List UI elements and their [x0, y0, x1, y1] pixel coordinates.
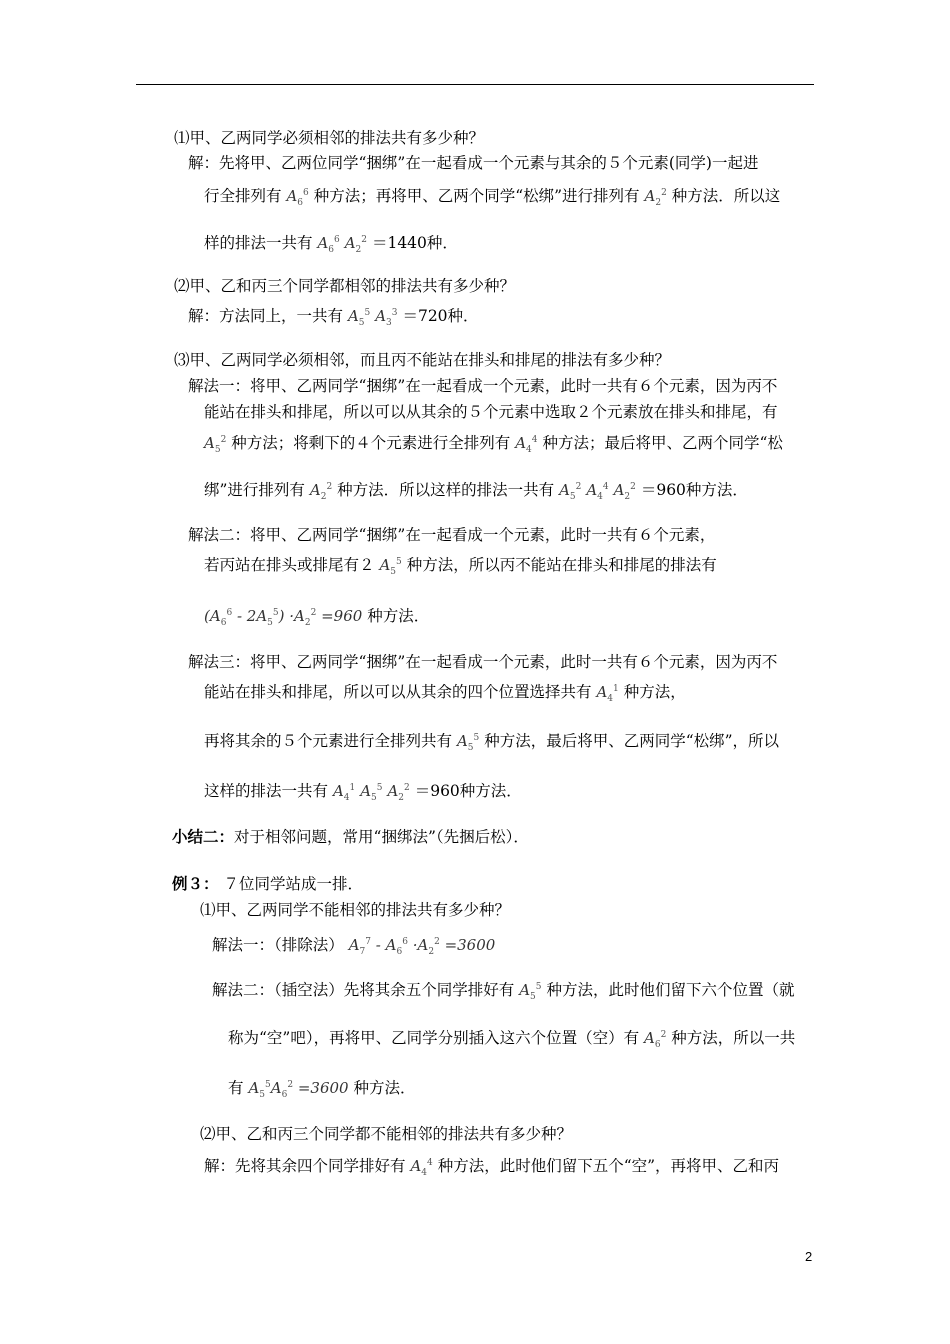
text: 解：先将其余四个同学排好有	[204, 1157, 406, 1175]
formula-a33: $A_3^3$	[375, 307, 398, 328]
text: 种方法，此时他们留下五个“空”，再将甲、乙和丙	[437, 1157, 780, 1175]
formula-a22: $A_2^2$	[613, 481, 636, 502]
formula-a22: $A_2^2$	[387, 782, 410, 803]
text: 种方法；最后将甲、乙两个同学“松	[542, 434, 783, 452]
formula-a55: $A_5^5$	[360, 782, 383, 803]
text: 种方法；将剩下的４个元素进行全排列有	[231, 434, 511, 452]
formula-a66: $A_6^6$	[317, 234, 340, 255]
example-label: 例３：	[172, 874, 219, 893]
question-3: ⑶甲、乙两同学必须相邻，而且丙不能站在排头和排尾的排法有多少种？	[174, 351, 671, 369]
example-3-title	[172, 874, 363, 894]
text: 种方法．	[367, 607, 430, 625]
formula-a44: $A_4^4$	[586, 481, 609, 502]
ex3-method-2-line-1	[212, 977, 794, 1007]
formula-a66: $A_6^6$	[286, 187, 309, 208]
formula-a55: $A_5^5$	[519, 981, 542, 1002]
formula-a52: $A_5^2$	[559, 481, 582, 502]
text: 种方法，最后将甲、乙两同学“松绑”，所以	[484, 732, 780, 750]
page-number: 2	[805, 1249, 813, 1264]
formula-a41: $A_4^1$	[332, 782, 356, 803]
ex3-method-2-line-2	[228, 1025, 795, 1055]
formula-a22: $A_2^2$	[644, 187, 667, 208]
method-1-line-1: 解法一：将甲、乙两同学“捆绑”在一起看成一个元素，此时一共有６个元素，因为丙不	[188, 377, 778, 395]
method-3-line-2	[204, 679, 686, 709]
text: 种方法，	[623, 683, 686, 701]
solution-1-line-3	[204, 230, 458, 260]
method-2-line-2	[204, 552, 717, 582]
text: 对于相邻问题，常用“捆绑法”（先捆后松）．	[234, 828, 529, 846]
text: 解法一：（排除法）	[212, 936, 344, 954]
method-3-line-4	[204, 778, 522, 808]
text: ７位同学站成一排．	[223, 875, 363, 893]
text: 解法二：（插空法）先将其余五个同学排好有	[212, 981, 515, 999]
text: 有	[228, 1079, 244, 1097]
method-1-line-2: 能站在排头和排尾，所以可以从其余的５个元素中选取２个元素放在排头和排尾，有	[204, 403, 778, 421]
text: 种方法．所以这	[671, 187, 781, 205]
formula-a55: $A_5^5$	[379, 556, 402, 577]
method-2-line-3	[204, 603, 429, 633]
formula-a52: $A_5^2$	[204, 434, 227, 455]
ex3-q2-solution	[204, 1153, 779, 1183]
method-3-line-3	[204, 728, 779, 758]
formula-a41: $A_4^1$	[596, 683, 619, 704]
text: 种方法，所以丙不能站在排头和排尾的排法有	[406, 556, 717, 574]
formula-a55-a62: $A_5^5A_6^2 =3600$	[248, 1079, 349, 1100]
ex3-method-2-line-3	[228, 1075, 416, 1105]
ex3-method-1	[212, 932, 495, 962]
summary-label: 小结二：	[172, 827, 235, 846]
text: ＝960种方法．	[640, 481, 748, 499]
formula-a44: $A_4^4$	[410, 1157, 433, 1178]
formula-a55: $A_5^5$	[456, 732, 480, 753]
text: 行全排列有	[204, 187, 282, 205]
formula-a55: $A_5^5$	[347, 307, 371, 328]
text: 称为“空”吧），再将甲、乙同学分别插入这六个位置（空）有	[228, 1029, 640, 1047]
solution-2	[188, 303, 479, 333]
text: ＝720种．	[402, 307, 479, 325]
text: 这样的排法一共有	[204, 782, 329, 800]
text: 种方法．	[353, 1079, 416, 1097]
solution-1-line-2	[204, 183, 780, 213]
text: 种方法，所以一共	[671, 1029, 796, 1047]
text: ＝1440种．	[371, 234, 458, 252]
example-3-question-2: ⑵甲、乙和丙三个同学都不能相邻的排法共有多少种？	[200, 1125, 573, 1143]
question-2: ⑵甲、乙和丙三个同学都相邻的排法共有多少种？	[174, 277, 516, 295]
text: ＝960种方法．	[414, 782, 522, 800]
formula-a44: $A_4^4$	[515, 434, 538, 455]
formula-a22: $A_2^2$	[309, 481, 333, 502]
header-rule	[136, 84, 814, 85]
method-2-line-1: 解法二：将甲、乙两同学“捆绑”在一起看成一个元素，此时一共有６个元素，	[188, 526, 716, 544]
text: 若丙站在排头或排尾有２	[204, 556, 375, 574]
example-3-question-1: ⑴甲、乙两同学不能相邻的排法共有多少种？	[200, 901, 511, 919]
formula-exclusion: $A_7^7 - A_6^6 \cdot A_2^2 =3600$	[348, 936, 496, 957]
text: 能站在排头和排尾，所以可以从其余的四个位置选择共有	[204, 683, 592, 701]
text: 种方法；再将甲、乙两个同学“松绑”进行排列有	[313, 187, 640, 205]
summary-2	[172, 827, 529, 847]
formula-a22: $A_2^2$	[344, 234, 368, 255]
question-1: ⑴甲、乙两同学必须相邻的排法共有多少种？	[174, 129, 485, 147]
text: 种方法．所以这样的排法一共有	[337, 481, 555, 499]
formula-a62: $A_6^2$	[644, 1029, 667, 1050]
method-1-line-3	[204, 430, 783, 460]
formula-expression: $(A_6^6 - 2A_5^5) \cdot A_2^2 =960$	[204, 607, 363, 628]
text: 样的排法一共有	[204, 234, 313, 252]
text: 再将其余的５个元素进行全排列共有	[204, 732, 453, 750]
method-3-line-1: 解法三：将甲、乙两同学“捆绑”在一起看成一个元素，此时一共有６个元素，因为丙不	[188, 653, 778, 671]
text: 解：方法同上，一共有	[188, 307, 344, 325]
text: 种方法，此时他们留下六个位置（就	[546, 981, 795, 999]
text: 绑”进行排列有	[204, 481, 305, 499]
solution-1-line-1: 解：先将甲、乙两位同学“捆绑”在一起看成一个元素与其余的５个元素(同学)一起进	[188, 154, 759, 172]
method-1-line-4	[204, 477, 748, 507]
